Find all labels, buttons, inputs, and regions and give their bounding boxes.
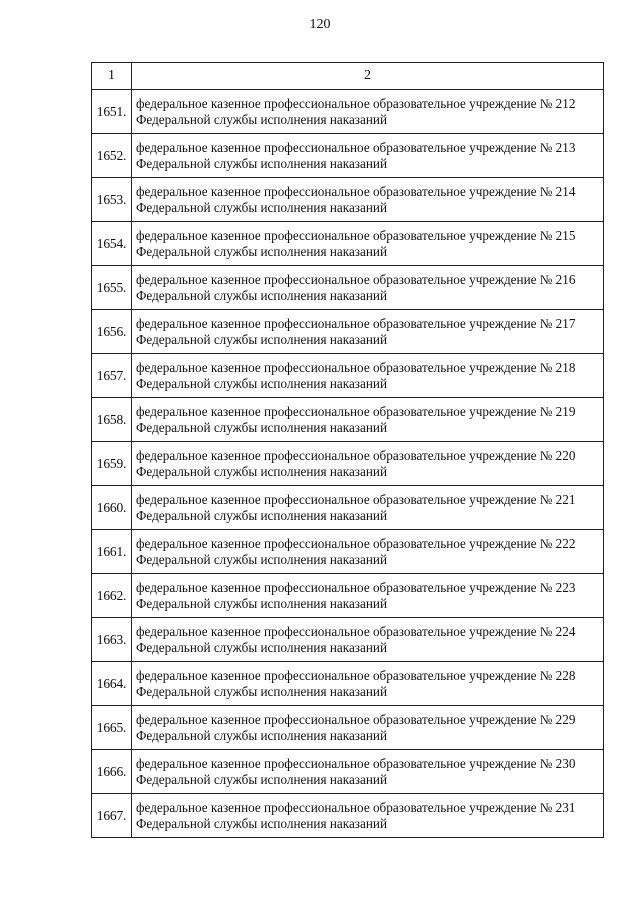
row-number: 1665. (92, 706, 132, 750)
table-row (92, 662, 604, 706)
table-row (92, 354, 604, 398)
table-row (92, 266, 604, 310)
institution-name-line-2: Федеральной службы исполнения наказаний (136, 331, 388, 347)
institution-name (132, 794, 604, 838)
institution-name (132, 750, 604, 794)
institution-name-line-1: федеральное казенное профессиональное образовательное учреждение № 212 (136, 95, 576, 111)
table-row (92, 222, 604, 266)
institution-name (132, 398, 604, 442)
institution-name-line-1: федеральное казенное профессиональное образовательное учреждение № 213 (136, 139, 576, 155)
institution-name-line-2: Федеральной службы исполнения наказаний (136, 507, 388, 523)
institution-name (132, 222, 604, 266)
table-row (92, 398, 604, 442)
institution-name (132, 574, 604, 618)
row-number: 1653. (92, 178, 132, 222)
institution-name-line-1: федеральное казенное профессиональное образовательное учреждение № 219 (136, 403, 576, 419)
row-number: 1654. (92, 222, 132, 266)
institution-name-line-1: федеральное казенное профессиональное образовательное учреждение № 214 (136, 183, 576, 199)
institution-name-line-2: Федеральной службы исполнения наказаний (136, 771, 388, 787)
table-row (92, 794, 604, 838)
table-row (92, 618, 604, 662)
row-number: 1656. (92, 310, 132, 354)
row-number: 1651. (92, 90, 132, 134)
institution-name (132, 486, 604, 530)
institution-name-line-1: федеральное казенное профессиональное образовательное учреждение № 222 (136, 535, 576, 551)
institution-name-line-2: Федеральной службы исполнения наказаний (136, 155, 388, 171)
institution-name-line-1: федеральное казенное профессиональное образовательное учреждение № 221 (136, 491, 576, 507)
institution-name-line-1: федеральное казенное профессиональное образовательное учреждение № 220 (136, 447, 576, 463)
institution-name-line-2: Федеральной службы исполнения наказаний (136, 243, 388, 259)
row-number: 1658. (92, 398, 132, 442)
institution-name (132, 90, 604, 134)
institution-name-line-1: федеральное казенное профессиональное образовательное учреждение № 215 (136, 227, 576, 243)
table-row (92, 90, 604, 134)
institution-name-line-2: Федеральной службы исполнения наказаний (136, 287, 388, 303)
institution-name-line-2: Федеральной службы исполнения наказаний (136, 199, 388, 215)
institution-name-line-2: Федеральной службы исполнения наказаний (136, 639, 388, 655)
institution-name-line-1: федеральное казенное профессиональное образовательное учреждение № 224 (136, 623, 576, 639)
row-number: 1661. (92, 530, 132, 574)
row-number: 1657. (92, 354, 132, 398)
institution-name-line-2: Федеральной службы исполнения наказаний (136, 595, 388, 611)
institution-name-line-2: Федеральной службы исполнения наказаний (136, 111, 388, 127)
institution-name-line-1: федеральное казенное профессиональное образовательное учреждение № 229 (136, 711, 576, 727)
table-row (92, 574, 604, 618)
institution-name-line-1: федеральное казенное профессиональное образовательное учреждение № 231 (136, 799, 576, 815)
table-row (92, 310, 604, 354)
institution-name-line-2: Федеральной службы исполнения наказаний (136, 463, 388, 479)
institution-name (132, 310, 604, 354)
table-row (92, 486, 604, 530)
institution-name-line-2: Федеральной службы исполнения наказаний (136, 419, 388, 435)
institution-name-line-1: федеральное казенное профессиональное образовательное учреждение № 218 (136, 359, 576, 375)
institution-name-line-1: федеральное казенное профессиональное образовательное учреждение № 216 (136, 271, 576, 287)
row-number: 1659. (92, 442, 132, 486)
institution-name (132, 618, 604, 662)
institution-name-line-1: федеральное казенное профессиональное образовательное учреждение № 217 (136, 315, 576, 331)
institution-name-line-2: Федеральной службы исполнения наказаний (136, 815, 388, 831)
row-number: 1662. (92, 574, 132, 618)
row-number: 1655. (92, 266, 132, 310)
institution-name-line-1: федеральное казенное профессиональное образовательное учреждение № 228 (136, 667, 576, 683)
column-header-name: 2 (132, 63, 604, 90)
page-number: 120 (309, 17, 331, 32)
institution-name (132, 134, 604, 178)
row-number: 1667. (92, 794, 132, 838)
institution-name (132, 706, 604, 750)
column-header-number: 1 (92, 63, 132, 90)
row-number: 1663. (92, 618, 132, 662)
table-body (92, 90, 604, 838)
row-number: 1664. (92, 662, 132, 706)
institution-name (132, 354, 604, 398)
institution-name-line-2: Федеральной службы исполнения наказаний (136, 551, 388, 567)
table-row (92, 134, 604, 178)
row-number: 1652. (92, 134, 132, 178)
institution-name-line-1: федеральное казенное профессиональное образовательное учреждение № 230 (136, 755, 576, 771)
institution-name (132, 178, 604, 222)
institution-name-line-2: Федеральной службы исполнения наказаний (136, 683, 388, 699)
table-header-row (92, 63, 604, 90)
registry-table (91, 62, 604, 838)
institution-name (132, 442, 604, 486)
table-row (92, 442, 604, 486)
institution-name (132, 266, 604, 310)
table-row (92, 706, 604, 750)
institution-name (132, 530, 604, 574)
table-row (92, 178, 604, 222)
institution-name-line-2: Федеральной службы исполнения наказаний (136, 375, 388, 391)
institution-name-line-2: Федеральной службы исполнения наказаний (136, 727, 388, 743)
institution-name (132, 662, 604, 706)
institution-name-line-1: федеральное казенное профессиональное образовательное учреждение № 223 (136, 579, 576, 595)
row-number: 1660. (92, 486, 132, 530)
table-row (92, 530, 604, 574)
row-number: 1666. (92, 750, 132, 794)
table-row (92, 750, 604, 794)
